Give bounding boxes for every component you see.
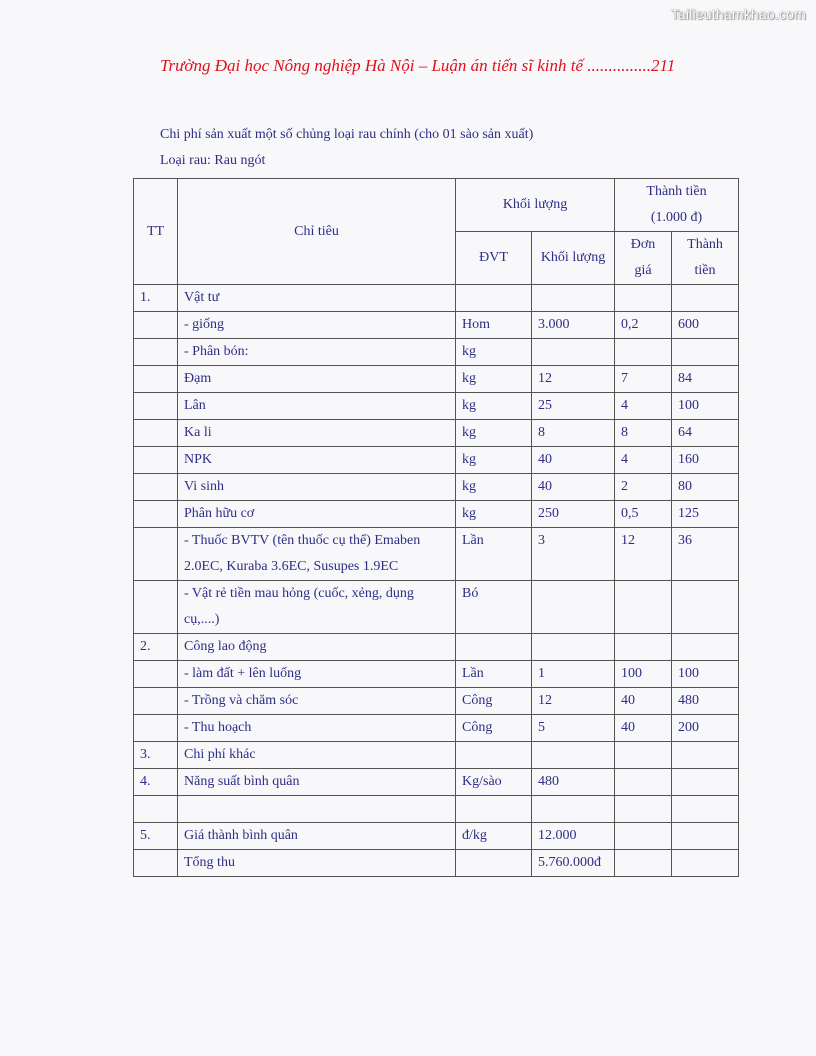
cell-item: - Thuốc BVTV (tên thuốc cụ thể) Emaben 2.0EC, Kuraba 3.6EC, Susupes 1.9EC — [178, 528, 456, 581]
header-thanh-tien — [672, 232, 739, 285]
cell-item: Chi phí khác — [178, 742, 456, 769]
cell-tt: 2. — [134, 634, 178, 661]
cell-amount: 100 — [672, 661, 739, 688]
cell-item: - giống — [178, 312, 456, 339]
cell-unit: kg — [456, 393, 532, 420]
cell-unit-price — [615, 285, 672, 312]
table-row — [134, 581, 739, 634]
cell-quantity — [532, 581, 615, 634]
cell-tt — [134, 474, 178, 501]
cell-unit-price — [615, 823, 672, 850]
cell-item: - làm đất + lên luống — [178, 661, 456, 688]
cell-item: Vật tư — [178, 285, 456, 312]
cell-quantity — [532, 796, 615, 823]
cell-unit — [456, 742, 532, 769]
cell-amount: 160 — [672, 447, 739, 474]
header-don-gia — [615, 232, 672, 285]
cell-quantity: 5.760.000đ — [532, 850, 615, 877]
cell-item: Tổng thu — [178, 850, 456, 877]
cell-tt: 4. — [134, 769, 178, 796]
cell-unit — [456, 634, 532, 661]
cell-quantity: 8 — [532, 420, 615, 447]
header-khoi-luong-group: Khối lượng — [456, 179, 615, 232]
cell-tt — [134, 850, 178, 877]
cell-amount — [672, 742, 739, 769]
cell-tt — [134, 796, 178, 823]
cell-unit-price — [615, 742, 672, 769]
cell-amount — [672, 850, 739, 877]
cell-item: - Vật rẻ tiền mau hỏng (cuốc, xẻng, dụng cụ,....) — [178, 581, 456, 634]
cell-quantity: 480 — [532, 769, 615, 796]
cell-unit: Công — [456, 715, 532, 742]
table-row — [134, 634, 739, 661]
cell-quantity: 40 — [532, 474, 615, 501]
cell-quantity: 12.000 — [532, 823, 615, 850]
table-row — [134, 823, 739, 850]
cell-unit: Hom — [456, 312, 532, 339]
cell-item: - Thu hoạch — [178, 715, 456, 742]
cell-tt — [134, 688, 178, 715]
cell-unit-price: 8 — [615, 420, 672, 447]
cell-unit: Công — [456, 688, 532, 715]
cell-amount: 100 — [672, 393, 739, 420]
header-thanh-tien-line1: Thành — [687, 237, 723, 252]
cell-quantity — [532, 634, 615, 661]
cell-quantity — [532, 742, 615, 769]
cell-unit: kg — [456, 339, 532, 366]
cell-tt — [134, 581, 178, 634]
cell-unit — [456, 796, 532, 823]
table-row — [134, 769, 739, 796]
cell-amount: 36 — [672, 528, 739, 581]
cell-tt — [134, 528, 178, 581]
cell-tt — [134, 420, 178, 447]
cell-item: Công lao động — [178, 634, 456, 661]
table-row — [134, 393, 739, 420]
vegetable-type: Loại rau: Rau ngót — [160, 153, 266, 168]
header-thanh-tien-group — [615, 179, 739, 232]
cell-amount — [672, 796, 739, 823]
cell-unit: đ/kg — [456, 823, 532, 850]
cell-quantity: 5 — [532, 715, 615, 742]
cell-unit — [456, 850, 532, 877]
cell-tt — [134, 501, 178, 528]
cell-tt: 5. — [134, 823, 178, 850]
cell-amount — [672, 581, 739, 634]
cell-tt: 3. — [134, 742, 178, 769]
cell-tt — [134, 447, 178, 474]
cell-unit-price: 4 — [615, 447, 672, 474]
table-row — [134, 339, 739, 366]
cell-unit-price: 4 — [615, 393, 672, 420]
table-caption: Chi phí sản xuất một số chủng loại rau chính (cho 01 sào sản xuất) — [160, 127, 534, 142]
cell-unit: kg — [456, 474, 532, 501]
cell-amount — [672, 769, 739, 796]
table-row — [134, 501, 739, 528]
cell-tt — [134, 715, 178, 742]
cell-item: NPK — [178, 447, 456, 474]
cell-item: - Trồng và chăm sóc — [178, 688, 456, 715]
table-row — [134, 366, 739, 393]
table-row — [134, 285, 739, 312]
cell-quantity: 25 — [532, 393, 615, 420]
table-row — [134, 796, 739, 823]
cell-quantity — [532, 339, 615, 366]
cell-item: Vi sinh — [178, 474, 456, 501]
cell-unit-price: 0,5 — [615, 501, 672, 528]
cell-unit: Lần — [456, 661, 532, 688]
header-thanh-tien-group-line1: Thành tiền — [646, 184, 707, 199]
header-thanh-tien-line2: tiền — [694, 263, 716, 278]
cell-quantity: 40 — [532, 447, 615, 474]
cell-quantity: 12 — [532, 366, 615, 393]
cost-table — [133, 178, 739, 877]
cell-amount: 84 — [672, 366, 739, 393]
header-tt: TT — [134, 179, 178, 285]
cell-amount: 80 — [672, 474, 739, 501]
cell-tt — [134, 339, 178, 366]
cell-tt: 1. — [134, 285, 178, 312]
cell-quantity: 1 — [532, 661, 615, 688]
cell-unit-price: 100 — [615, 661, 672, 688]
cell-quantity — [532, 285, 615, 312]
cell-unit-price — [615, 769, 672, 796]
cell-unit-price: 0,2 — [615, 312, 672, 339]
cell-amount: 125 — [672, 501, 739, 528]
table-row — [134, 447, 739, 474]
table-row — [134, 661, 739, 688]
header-don-gia-line2: giá — [634, 263, 652, 278]
cell-item: Lân — [178, 393, 456, 420]
cell-amount: 600 — [672, 312, 739, 339]
table-row — [134, 742, 739, 769]
cell-unit: Bó — [456, 581, 532, 634]
cell-amount: 480 — [672, 688, 739, 715]
table-row — [134, 474, 739, 501]
table-row — [134, 715, 739, 742]
cell-amount — [672, 339, 739, 366]
cell-quantity: 3 — [532, 528, 615, 581]
cell-quantity: 3.000 — [532, 312, 615, 339]
cell-amount — [672, 285, 739, 312]
cell-tt — [134, 661, 178, 688]
cell-item: Phân hữu cơ — [178, 501, 456, 528]
table-row — [134, 312, 739, 339]
cell-item: - Phân bón: — [178, 339, 456, 366]
table-row — [134, 850, 739, 877]
cell-unit-price — [615, 339, 672, 366]
cell-tt — [134, 366, 178, 393]
cell-unit-price: 7 — [615, 366, 672, 393]
cell-unit: kg — [456, 420, 532, 447]
cell-unit-price: 2 — [615, 474, 672, 501]
header-chi-tieu: Chỉ tiêu — [178, 179, 456, 285]
table-row — [134, 688, 739, 715]
cell-item: Năng suất bình quân — [178, 769, 456, 796]
cell-item: Ka li — [178, 420, 456, 447]
cell-unit-price — [615, 850, 672, 877]
cell-item — [178, 796, 456, 823]
cell-amount — [672, 634, 739, 661]
cell-unit-price: 40 — [615, 715, 672, 742]
cell-unit: Kg/sào — [456, 769, 532, 796]
header-don-gia-line1: Đơn — [630, 237, 656, 252]
table-row — [134, 528, 739, 581]
cell-unit: kg — [456, 366, 532, 393]
cell-unit-price: 12 — [615, 528, 672, 581]
cell-quantity: 12 — [532, 688, 615, 715]
cell-unit-price — [615, 796, 672, 823]
cell-quantity: 250 — [532, 501, 615, 528]
cell-unit: Lần — [456, 528, 532, 581]
cell-unit-price — [615, 581, 672, 634]
cell-amount: 200 — [672, 715, 739, 742]
cell-unit-price — [615, 634, 672, 661]
page-header: Trường Đại học Nông nghiệp Hà Nội – Luận án tiến sĩ kinh tế ...............211 — [160, 56, 676, 75]
cell-amount — [672, 823, 739, 850]
cell-unit — [456, 285, 532, 312]
cell-unit: kg — [456, 447, 532, 474]
header-thanh-tien-group-line2: (1.000 đ) — [650, 210, 703, 225]
cell-unit: kg — [456, 501, 532, 528]
cell-item: Giá thành bình quân — [178, 823, 456, 850]
cell-unit-price: 40 — [615, 688, 672, 715]
cell-tt — [134, 312, 178, 339]
watermark: Tailieuthamkhao.com — [670, 6, 806, 22]
table-row — [134, 420, 739, 447]
cell-item: Đạm — [178, 366, 456, 393]
cell-tt — [134, 393, 178, 420]
header-dvt: ĐVT — [456, 232, 532, 285]
cell-amount: 64 — [672, 420, 739, 447]
header-khoi-luong: Khối lượng — [532, 232, 615, 285]
